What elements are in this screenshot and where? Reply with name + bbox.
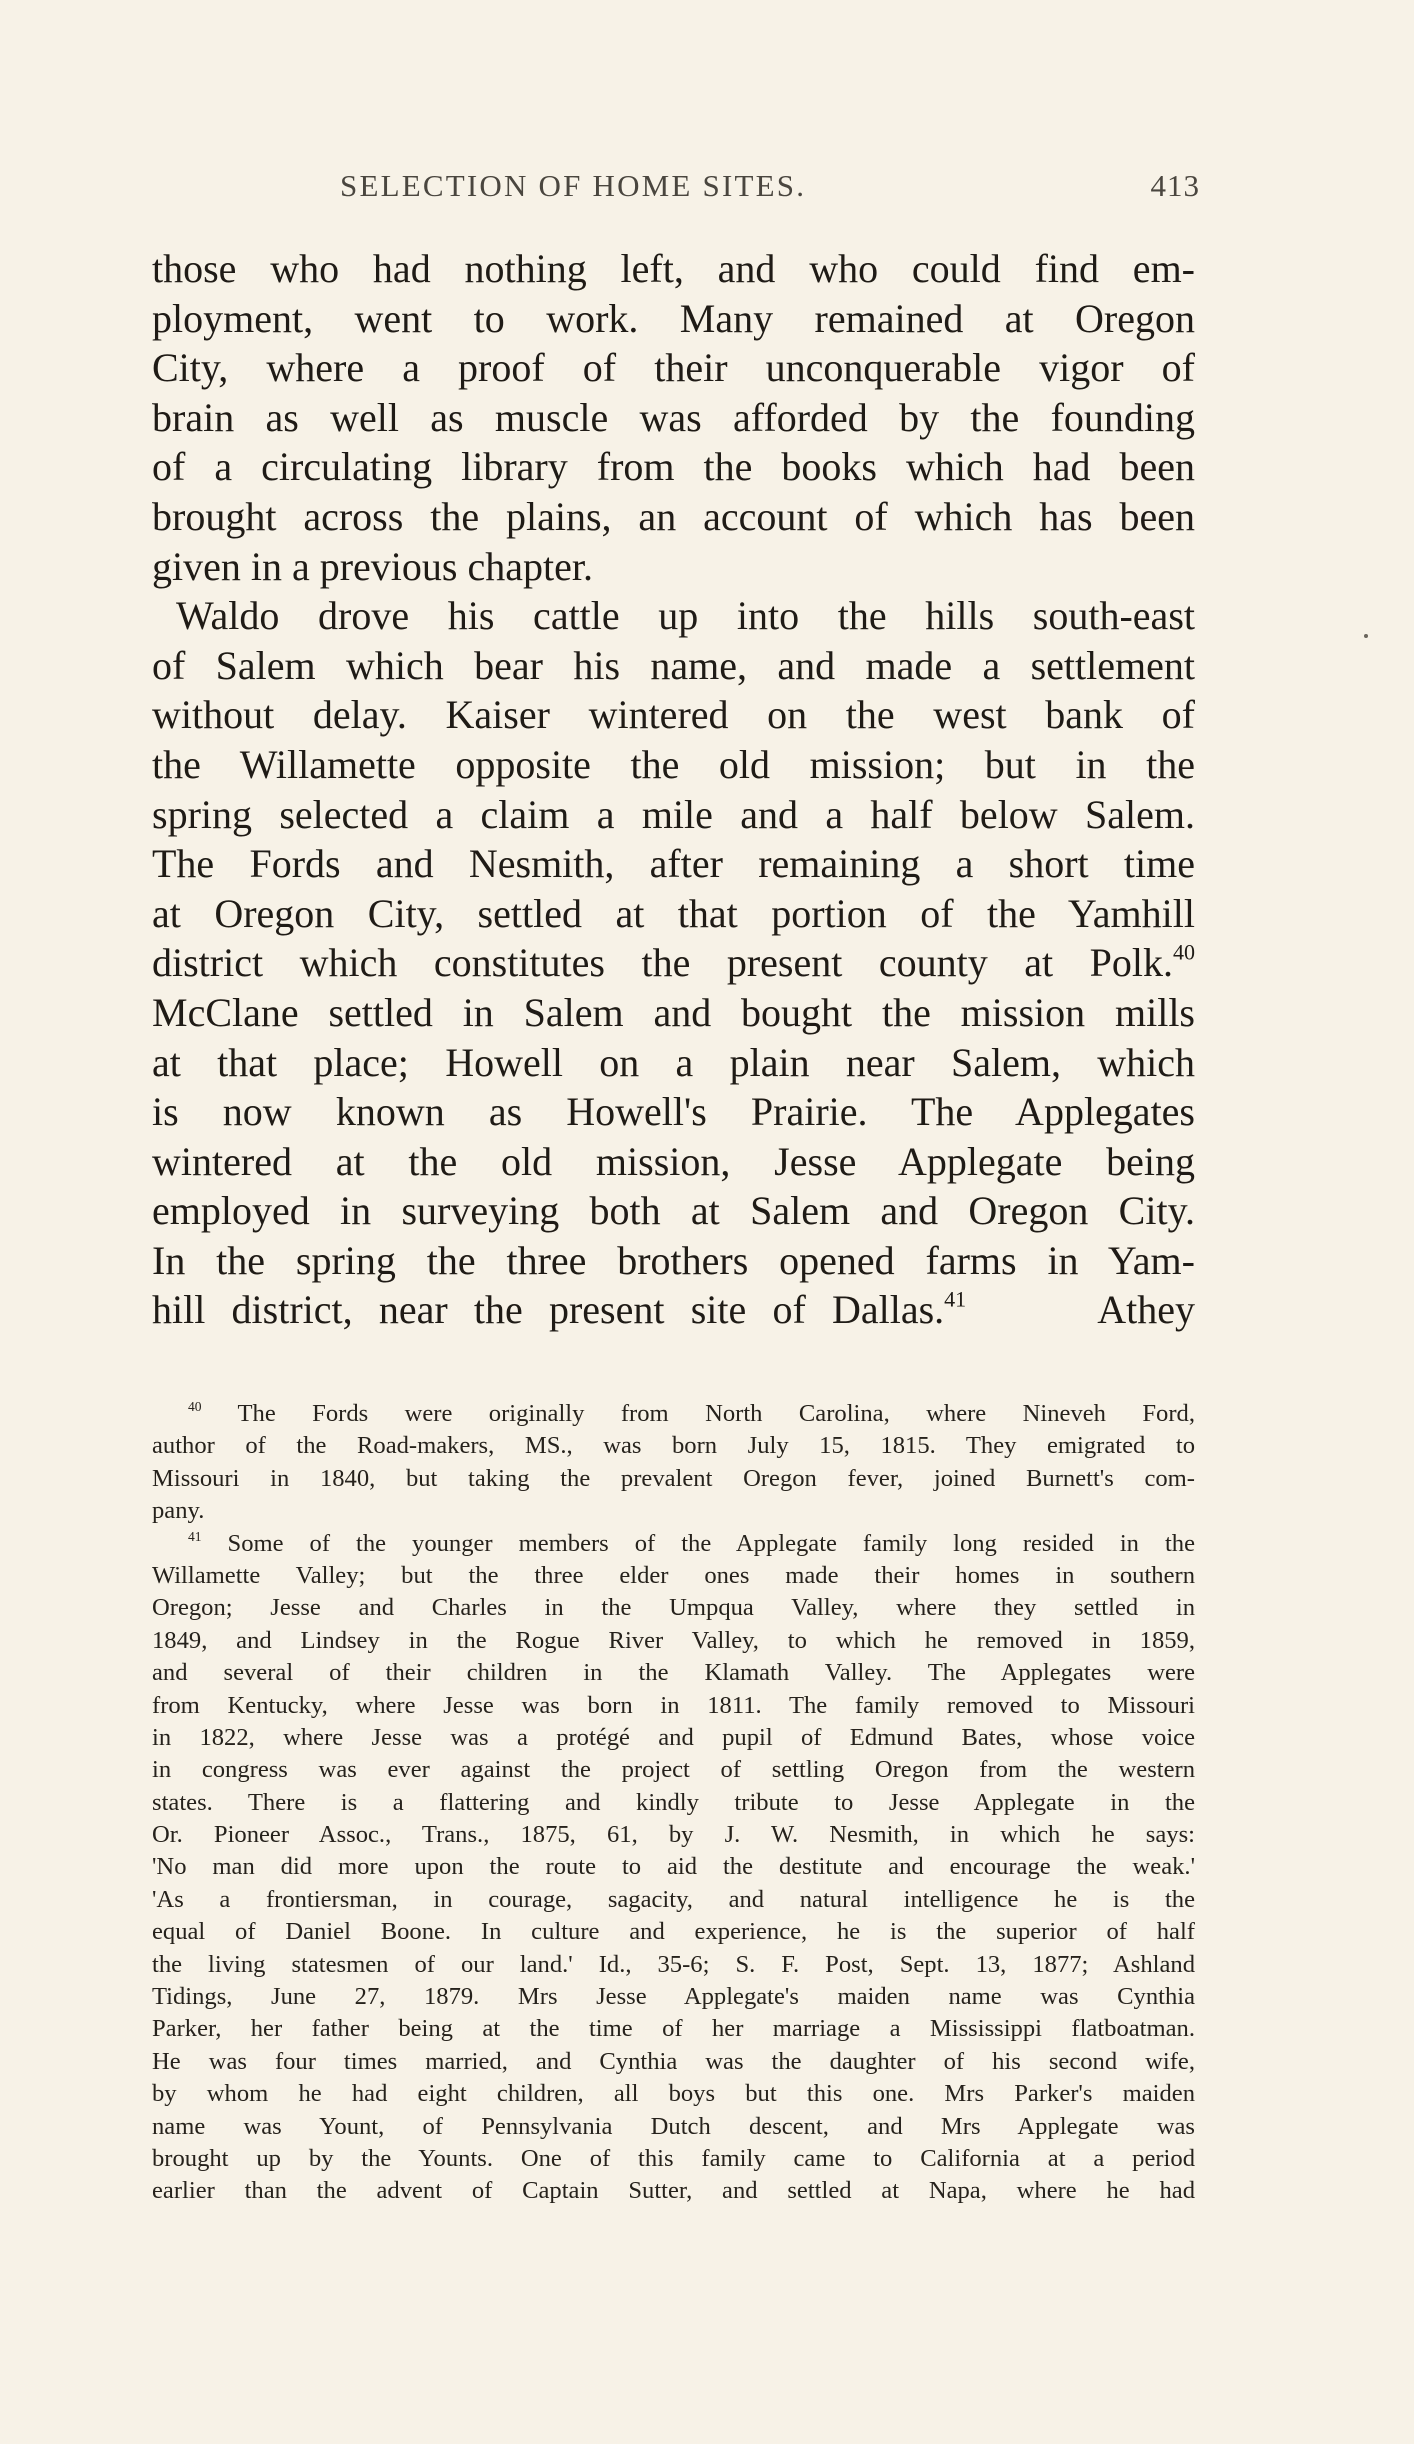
footnote-line: Tidings, June 27, 1879. Mrs Jesse Applegate's maiden name was Cynthia — [152, 1983, 1195, 2011]
footnote-line: name was Yount, of Pennsylvania Dutch descent, and Mrs Applegate was — [152, 2112, 1195, 2140]
body-line: those who had nothing left, and who could find em- — [152, 246, 1195, 291]
body-line — [152, 1285, 1195, 1335]
body-line: is now known as Howell's Prairie. The Applegates — [152, 1089, 1195, 1135]
footnote-line: in congress was ever against the project of settling Oregon from the western — [152, 1756, 1195, 1784]
footnote-line: Willamette Valley; but the three elder ones made their homes in southern — [152, 1561, 1195, 1589]
body-line: at Oregon City, settled at that portion of the Yamhill — [152, 890, 1195, 936]
footnote-ref-41[interactable]: 41 — [944, 1286, 967, 1312]
footnote-line: earlier than the advent of Captain Sutter, and settled at Napa, where he had — [152, 2177, 1195, 2205]
body-line-text: hill district, near the present site of Dallas. — [152, 1287, 945, 1333]
body-line: the Willamette opposite the old mission; but in the — [152, 741, 1195, 787]
body-line: spring selected a claim a mile and a half below Salem. — [152, 791, 1195, 837]
body-line: In the spring the three brothers opened farms in Yam- — [152, 1237, 1195, 1283]
footnote-line: 'As a frontiersman, in courage, sagacity, and natural intelligence he is the — [152, 1885, 1195, 1913]
footnote-line — [152, 1398, 1195, 1430]
body-line: given in a previous chapter. — [152, 543, 593, 589]
footnote-line — [152, 1528, 1195, 1560]
footnote-line: Parker, her father being at the time of her marriage a Mississippi flatboatman. — [152, 2015, 1195, 2043]
body-line: brain as well as muscle was afforded by the founding — [152, 394, 1195, 440]
body-line-text: district which constitutes the present county at Polk. — [152, 940, 1173, 986]
footnote-marker-41: 41 — [188, 1528, 202, 1544]
body-line: wintered at the old mission, Jesse Applegate being — [152, 1138, 1195, 1184]
running-head — [340, 168, 1200, 204]
footnote-line: equal of Daniel Boone. In culture and experience, he is the superior of half — [152, 1918, 1195, 1946]
footnote-line: Missouri in 1840, but taking the prevalent Oregon fever, joined Burnett's com- — [152, 1464, 1195, 1492]
footnote-line: Oregon; Jesse and Charles in the Umpqua Valley, where they settled in — [152, 1594, 1195, 1622]
footnote-line-text: The Fords were originally from North Carolina, where Nineveh Ford, — [237, 1400, 1195, 1427]
footnote-line: by whom he had eight children, all boys but this one. Mrs Parker's maiden — [152, 2080, 1195, 2108]
footnote-line: and several of their children in the Klamath Valley. The Applegates were — [152, 1659, 1195, 1687]
body-line: The Fords and Nesmith, after remaining a short time — [152, 841, 1195, 887]
page-number: 413 — [1150, 168, 1200, 203]
body-line: Waldo drove his cattle up into the hills south-east — [176, 593, 1195, 639]
body-line: City, where a proof of their unconquerable vigor of — [152, 345, 1195, 391]
footnotes — [152, 1398, 1195, 2208]
margin-dot — [1364, 634, 1368, 638]
footnote-line: 'No man did more upon the route to aid the destitute and encourage the weak.' — [152, 1853, 1195, 1881]
body-line: ployment, went to work. Many remained at Oregon — [152, 295, 1195, 341]
body-line: of a circulating library from the books which had been — [152, 444, 1195, 490]
body-text — [152, 244, 1195, 1335]
footnote-line: pany. — [152, 1497, 205, 1525]
footnote-line: brought up by the Younts. One of this family came to California at a period — [152, 2144, 1195, 2172]
footnote-line: author of the Road-makers, MS., was born July 15, 1815. They emigrated to — [152, 1432, 1195, 1460]
body-line-text: Athey — [1097, 1287, 1195, 1333]
footnote-ref-40[interactable]: 40 — [1173, 939, 1195, 965]
footnote-line: He was four times married, and Cynthia was the daughter of his second wife, — [152, 2047, 1195, 2075]
body-line: without delay. Kaiser wintered on the west bank of — [152, 692, 1195, 738]
body-line: at that place; Howell on a plain near Salem, which — [152, 1039, 1195, 1085]
footnote-line: from Kentucky, where Jesse was born in 1811. The family removed to Missouri — [152, 1691, 1195, 1719]
footnote-marker-40: 40 — [188, 1398, 202, 1414]
footnote-line: Or. Pioneer Assoc., Trans., 1875, 61, by J. W. Nesmith, in which he says: — [152, 1821, 1195, 1849]
footnote-line-text: Some of the younger members of the Applegate family long resided in the — [227, 1529, 1195, 1557]
body-line: of Salem which bear his name, and made a settlement — [152, 642, 1195, 688]
footnote-line: in 1822, where Jesse was a protégé and pupil of Edmund Bates, whose voice — [152, 1723, 1195, 1751]
body-line: employed in surveying both at Salem and Oregon City. — [152, 1188, 1195, 1234]
footnote-line: states. There is a flattering and kindly tribute to Jesse Applegate in the — [152, 1788, 1195, 1816]
chapter-title: SELECTION OF HOME SITES. — [340, 168, 807, 203]
footnote-line: the living statesmen of our land.' Id., 35-6; S. F. Post, Sept. 13, 1877; Ashland — [152, 1950, 1195, 1978]
footnote-line: 1849, and Lindsey in the Rogue River Valley, to which he removed in 1859, — [152, 1626, 1195, 1654]
body-line — [152, 938, 1195, 988]
body-line: brought across the plains, an account of which has been — [152, 493, 1195, 539]
body-line: McClane settled in Salem and bought the mission mills — [152, 989, 1195, 1035]
